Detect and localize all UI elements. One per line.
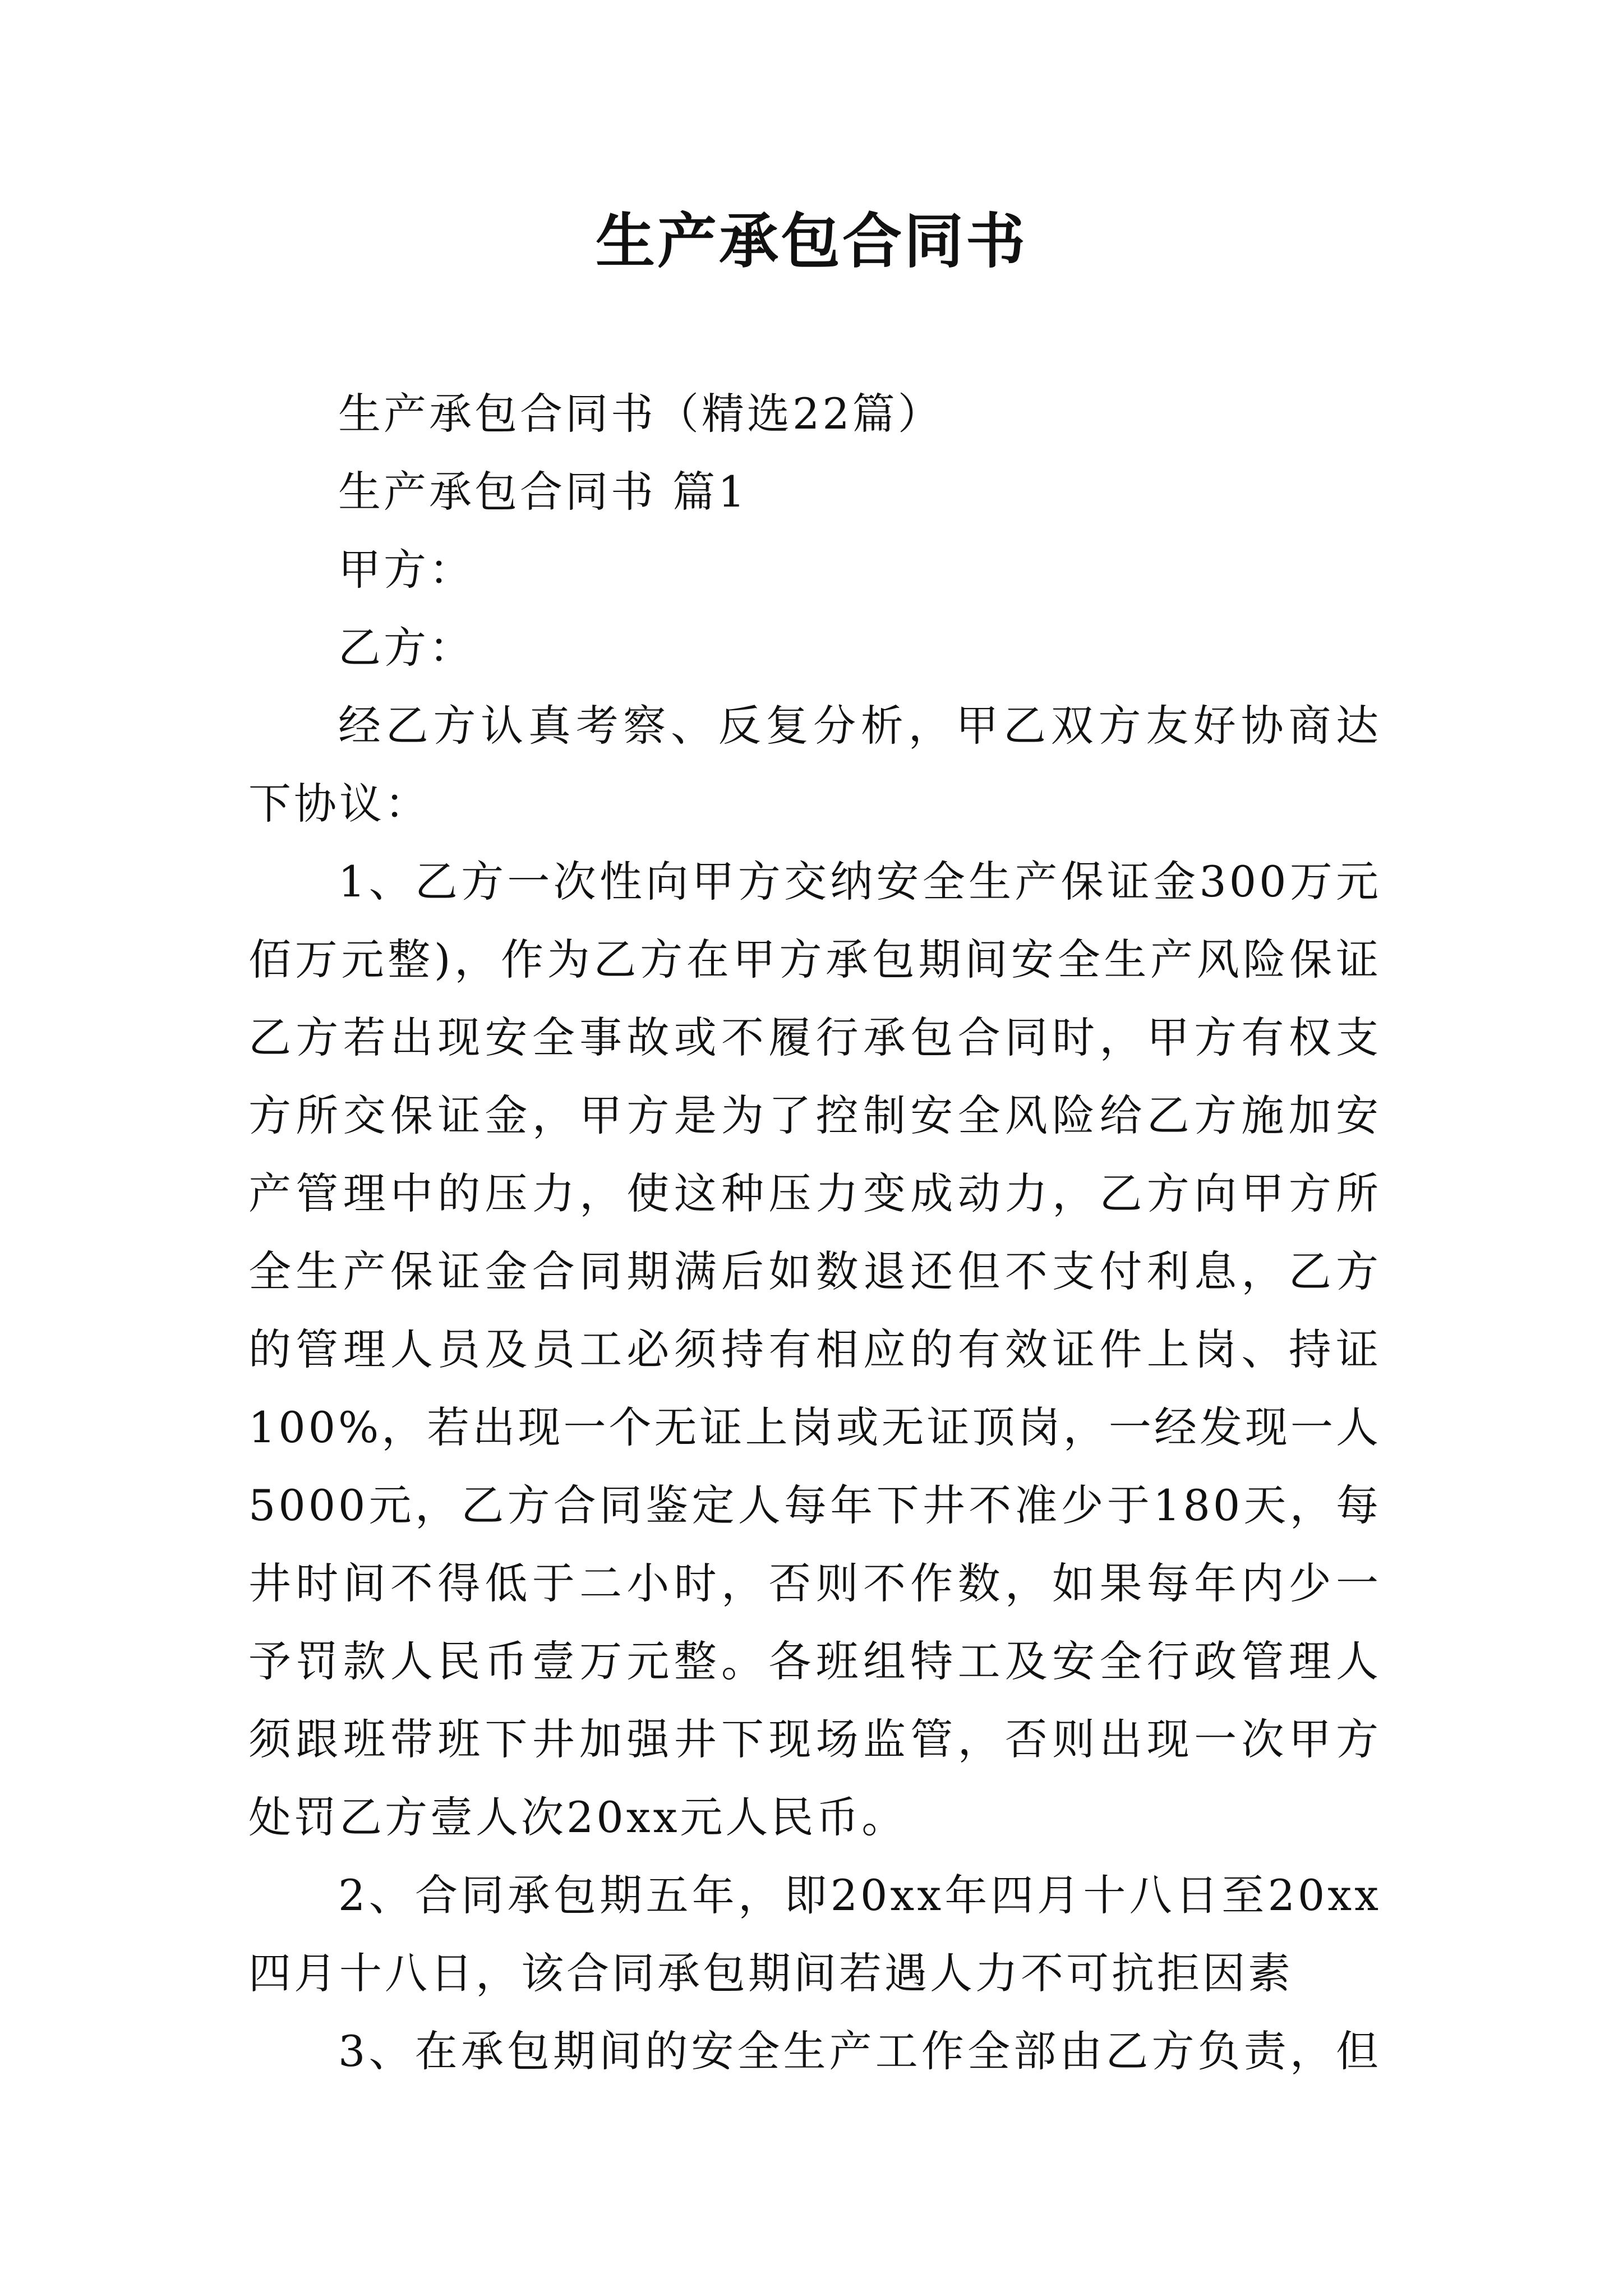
text-line: 四月十八日，该合同承包期间若遇人力不可抗拒因素 <box>248 1948 1293 1998</box>
text-line: 方所交保证金，甲方是为了控制安全风险给乙方施加安 <box>248 1091 1381 1140</box>
text-line: 须跟班带班下井加强井下现场监管，否则出现一次甲方 <box>248 1714 1381 1764</box>
text-line: 生产承包合同书 篇1 <box>338 467 748 517</box>
text-line: 经乙方认真考察、反复分析，甲乙双方友好协商达 <box>338 701 1381 751</box>
text-line: 的管理人员及员工必须持有相应的有效证件上岗、持证 <box>248 1324 1381 1374</box>
text-line: 井时间不得低于二小时，否则不作数，如果每年内少一 <box>248 1558 1381 1608</box>
text-line: 2、合同承包期五年，即20xx年四月十八日至20xx <box>338 1870 1381 1920</box>
text-line: 生产承包合同书（精选22篇） <box>338 389 943 439</box>
text-line: 下协议： <box>248 779 430 829</box>
document-title: 生产承包合同书 <box>596 206 1027 276</box>
text-line: 甲方： <box>338 545 474 595</box>
text-line: 佰万元整)，作为乙方在甲方承包期间安全生产风险保证 <box>248 935 1381 984</box>
document-body <box>248 375 1381 2090</box>
text-line: 1、乙方一次性向甲方交纳安全生产保证金300万元 <box>338 857 1381 907</box>
text-line: 100%，若出现一个无证上岗或无证顶岗，一经发现一人 <box>248 1402 1381 1452</box>
text-line: 3、在承包期间的安全生产工作全部由乙方负责，但 <box>338 2026 1381 2076</box>
text-line: 予罚款人民币壹万元整。各班组特工及安全行政管理人 <box>248 1636 1381 1686</box>
text-line: 全生产保证金合同期满后如数退还但不支付利息，乙方 <box>248 1246 1381 1296</box>
text-line: 乙方： <box>338 623 474 673</box>
text-line: 产管理中的压力，使这种压力变成动力，乙方向甲方所 <box>248 1168 1381 1218</box>
text-line: 处罚乙方壹人次20xx元人民币。 <box>248 1792 907 1842</box>
text-line: 5000元，乙方合同鉴定人每年下井不准少于180天，每 <box>248 1480 1381 1530</box>
text-line: 乙方若出现安全事故或不履行承包合同时，甲方有权支 <box>248 1013 1381 1062</box>
